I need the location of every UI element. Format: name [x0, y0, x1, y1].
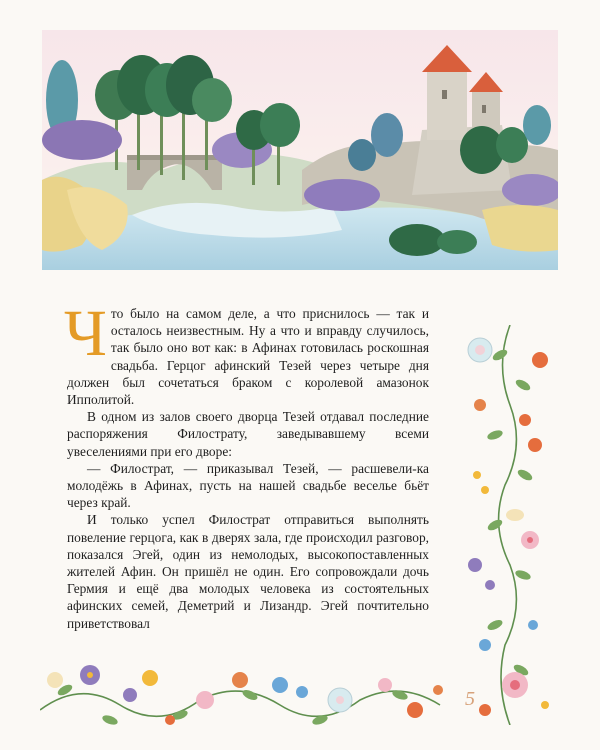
paragraph-4: И только успел Филострат отправиться выполнять повеление герцога, как в дверях зала, где происходил разговор, показался Эгей, один из немолодых, высокопоставленных жителей Афин. Он пришёл не один. Его сопровождали дочь Гермия и ещё два молодых человека из состоятельных афинских семей, Деметрий и Лизандр. Эгей почтительно приветствовал — [67, 512, 429, 631]
drop-cap: Ч — [64, 297, 107, 370]
paragraph-1-text: то было на самом деле, а что приснилось — так и осталось неизвестным. Ну а что и вправду случилось, так было оно вот как: в Афинах готовилась роскошная свадьба. Герцог афинский Тезей через четыре дня должен был сочетаться браком с королевой амазонок Ипполитой. — [67, 306, 429, 408]
paragraph-2: В одном из залов своего дворца Тезей отдавал последние распоряжения Филострату, заведывавшему всеми увеселениями при его дворе: — [67, 409, 429, 459]
floral-border-bottom — [40, 640, 460, 740]
paragraph-3: — Филострат, — приказывал Тезей, — расшевели-ка молодёжь в Афинах, пусть на нашей свадьбе веселье бьёт через край. — [67, 460, 429, 511]
page-number: 5 — [465, 688, 475, 710]
paragraph-1 — [64, 297, 429, 408]
story-text — [64, 297, 429, 632]
landscape-illustration — [42, 30, 558, 270]
floral-border-right — [455, 325, 565, 725]
